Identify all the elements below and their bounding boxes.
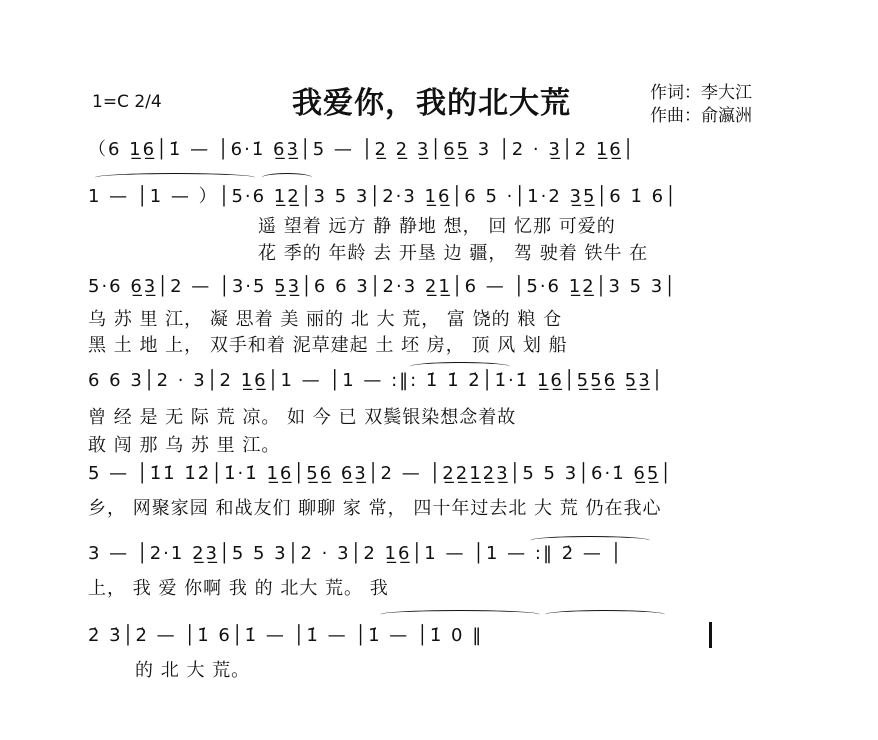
lyric-verse-1: 遥 望着 远方 静 静地 想， 回 忆那 可爱的 [258,216,616,237]
song-title: 我爱你，我的北大荒 [292,86,571,121]
lyric-verse-2: 敢 闯 那 乌 苏 里 江。 [88,435,281,456]
slur-mark [380,610,540,619]
notation-line: 2̇ 3̇│2̇ — │1̇ 6│1̇ — │1̇ — │1̇ — │1̇ 0 ‖ [88,625,484,646]
lyric-verse-1: 的 北 大 荒。 [135,660,251,681]
notation-line: 6 6 3│2 · 3│2 1̲6̲│1 — │1 — :‖: 1̇ 1̇ 2̇│1̇·1̇ 1̲6̲│5̲5̲6̲ 5̲3̲│ [88,370,665,391]
notation-line: 1 — │1 — ）│5·6 1̲2̲│3 5 3│2·3 1̲6̲│6 5 ·│1·2 3̲5̲│6 1̇ 6│ [88,186,678,207]
notation-line: 3 — │2·1 2̲3̲│5 5 3│2 · 3│2 1̲6̲│1 — │1 — :‖ 2̇ — │ [88,543,624,564]
lyric-verse-1: 乡， 网聚家园 和战友们 聊聊 家 常， 四十年过去北 大 荒 仍在我心 [88,498,662,519]
lyric-verse-2: 黑 土 地 上， 双手和着 泥草建起 土 坯 房， 顶 风 划 船 [88,335,568,356]
lyricist-credit: 作词：李大江 [650,83,752,103]
slur-mark [262,173,312,182]
notation-line: 5 — │1̇1̇ 1̇2̇│1̇·1̇ 1̲6̲│5̲6̲ 6̲3̲│2 — │2̲2̲1̲2̲3̲│5 5 3│6·1̇ 6̲5̲│ [88,463,674,484]
lyric-verse-2: 花 季的 年龄 去 开垦 边 疆， 驾 驶着 铁牛 在 [258,243,649,264]
final-barline [709,622,712,648]
slur-mark [545,610,665,619]
notation-line: 5·6 6̲3̲│2 — │3·5 5̲3̲│6 6 3│2·3 2̲1̲│6 — │5·6 1̲2̲│3 5 3│ [88,276,678,297]
slur-mark [410,362,510,371]
key-signature: 1=C 2/4 [92,92,162,112]
slur-mark [530,536,650,545]
slur-mark [95,173,255,182]
lyric-verse-1: 上， 我 爱 你啊 我 的 北大 荒。 我 [88,578,389,599]
notation-line: （6 1̲6̲│1̇ — │6·1̇ 6̲3̲│5 — │2̲ 2̲ 3̲│6̲5̲ 3 │2 · 3̲│2 1̲6̲│ [88,139,636,160]
lyric-verse-1: 乌 苏 里 江， 凝 思着 美 丽的 北 大 荒， 富 饶的 粮 仓 [88,309,563,330]
lyric-verse-1: 曾 经 是 无 际 荒 凉。 如 今 已 双鬓银染想念着故 [88,407,517,428]
composer-credit: 作曲：俞瀛洲 [650,106,752,126]
